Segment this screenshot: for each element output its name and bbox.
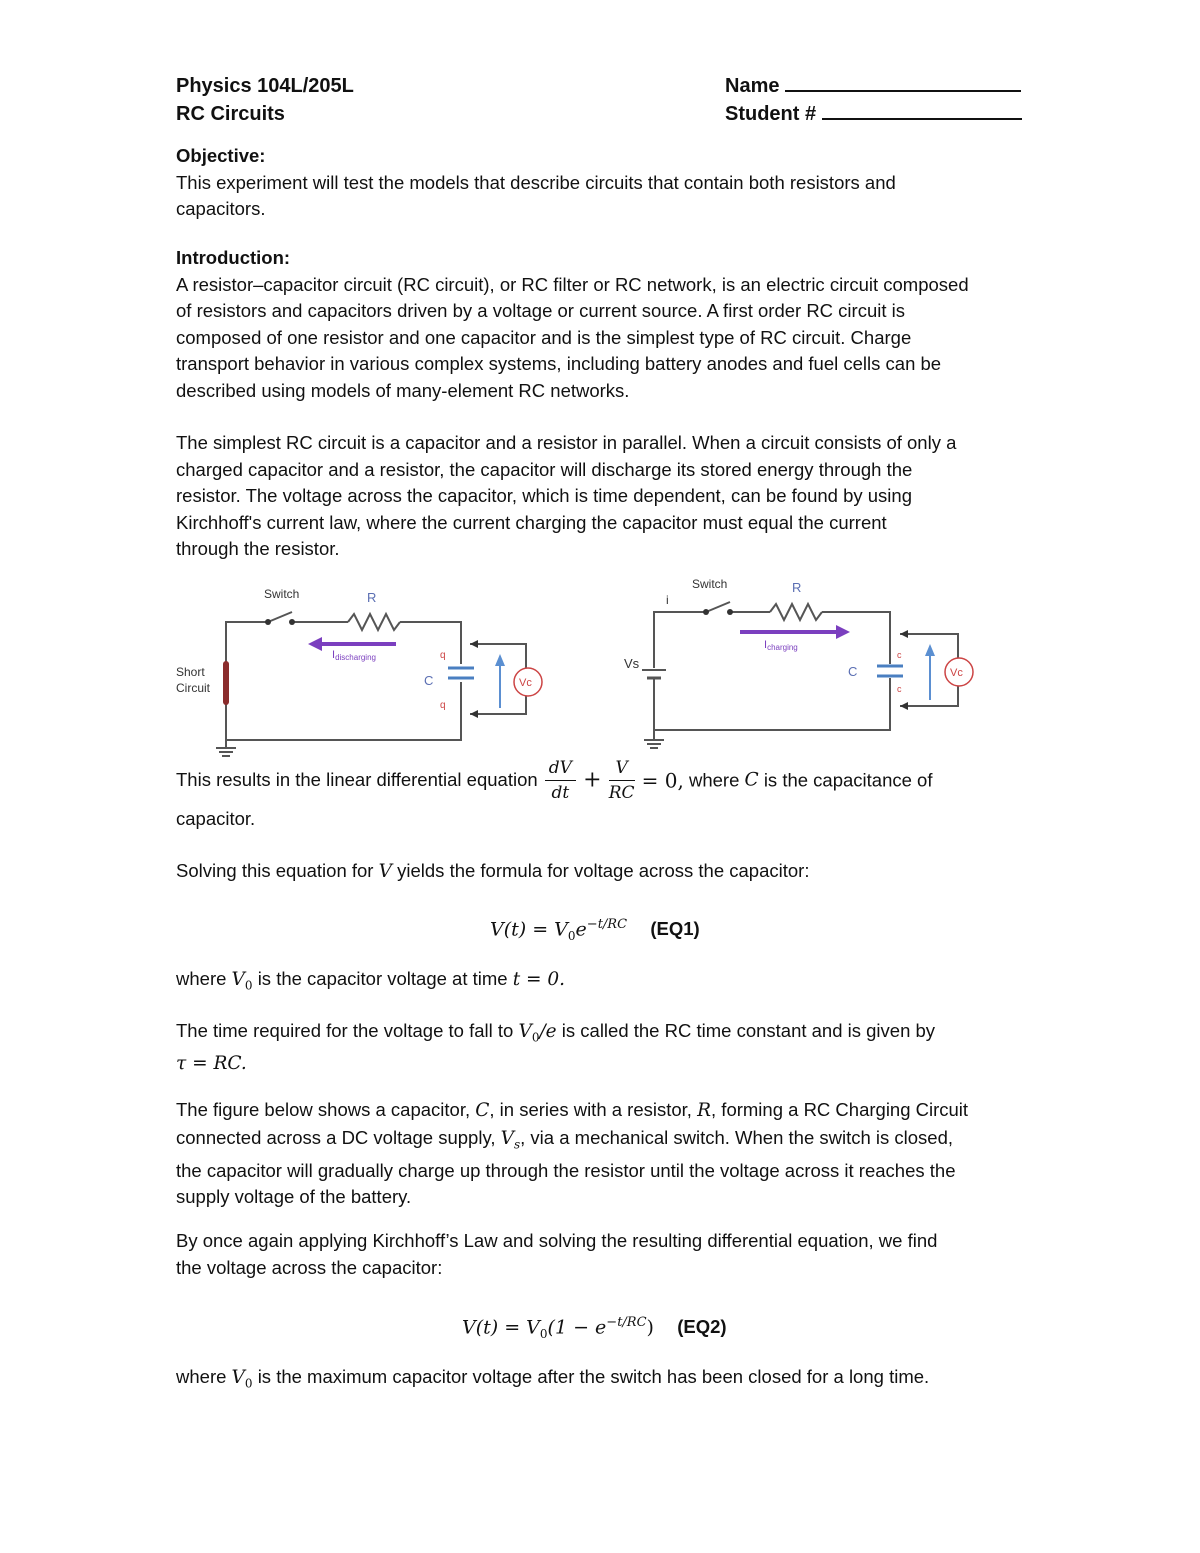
var-r: R: [697, 1100, 712, 1121]
var-v0-sub: 0: [244, 978, 253, 993]
meter-label: Vc: [519, 677, 532, 689]
diffeq-lead: This results in the linear differential equation: [176, 769, 538, 791]
var-vs: V: [500, 1127, 514, 1149]
equation-1: [490, 910, 700, 951]
tau-equation: τ = RC.: [176, 1053, 247, 1075]
tc-text-a: The time required for the voltage to fall to: [176, 1020, 514, 1041]
eq2-lhs: V(t) = V: [462, 1316, 540, 1339]
diffeq-line: [176, 756, 1056, 816]
eq2-exp: −t/RC: [606, 1315, 647, 1330]
circuit-label: Circuit: [176, 681, 211, 695]
kirchhoff-paragraph: [176, 1228, 1046, 1281]
introduction-section: [176, 245, 1036, 404]
intro-line: through the resistor.: [176, 538, 340, 559]
intro-line: composed of one resistor and one capacitor and is the simplest type of RC circuit. Charge: [176, 326, 912, 348]
time-constant-paragraph: [176, 1018, 1036, 1078]
where1-a: where: [176, 968, 227, 989]
wire: [654, 678, 890, 730]
fraction-dvdt: [545, 756, 576, 805]
capacitor-label: C: [848, 664, 858, 679]
arrow-head-icon: [470, 640, 478, 648]
figure-line: the capacitor will gradually charge up through the resistor until the voltage across it reaches the: [176, 1159, 956, 1181]
objective-line: capacitors.: [176, 198, 266, 219]
switch-label: Switch: [692, 577, 728, 591]
var-v0-sub: 0: [531, 1030, 540, 1045]
fig-text: The figure below shows a capacitor,: [176, 1099, 471, 1120]
i-label: i: [666, 593, 669, 607]
eq2-tag: (EQ2): [677, 1316, 727, 1338]
charge-top-label: q: [440, 650, 446, 661]
discharging-circuit-diagram: [170, 578, 550, 758]
fraction-denominator: RC: [608, 783, 635, 803]
wire: [400, 622, 461, 664]
kirchhoff-line: the voltage across the capacitor:: [176, 1256, 443, 1278]
where2-a: where: [176, 1366, 227, 1387]
wire: [822, 612, 890, 664]
fraction-numerator: V: [609, 756, 635, 781]
arrow-head-icon: [900, 702, 908, 710]
arrow-head-icon: [900, 630, 908, 638]
intro-line: charged capacitor and a resistor, the capacitor will discharge its stored energy through the: [176, 458, 913, 480]
name-label: Name: [725, 75, 780, 97]
eq1-lhs: V(t) = V: [490, 918, 568, 941]
var-v0: V: [231, 1367, 245, 1388]
resistor-zigzag: [348, 614, 400, 630]
course-title: Physics 104L/205L: [176, 75, 354, 97]
solve-line: [176, 858, 809, 886]
current-arrow-icon: [308, 637, 322, 651]
intro-line: The simplest RC circuit is a capacitor and a resistor in parallel. When a circuit consists of only a: [176, 432, 957, 453]
figure-line: supply voltage of the battery.: [176, 1186, 412, 1208]
wire: [470, 696, 526, 714]
var-c: C: [744, 769, 759, 791]
charge-bottom-label: q: [440, 700, 446, 711]
eq1-sub: 0: [567, 929, 576, 944]
resistor-zigzag: [770, 604, 822, 620]
student-label: Student #: [725, 103, 817, 125]
eq1-exp: −t/RC: [586, 917, 628, 932]
var-v0-sub: 0: [244, 1376, 253, 1391]
plus-sign: +: [583, 767, 602, 793]
student-field: [725, 100, 1022, 128]
where-vmax-line: [176, 1364, 1056, 1397]
over-e: /e: [539, 1021, 557, 1042]
objective-section: [176, 143, 1036, 223]
arrow-head-icon: [470, 710, 478, 718]
intro-line: described using models of many-element RC networks.: [176, 379, 630, 401]
var-vs-sub: s: [513, 1137, 521, 1152]
var-c: C: [475, 1100, 490, 1121]
resistor-label: R: [792, 580, 802, 595]
charging-circuit-diagram: [618, 574, 988, 754]
fig-text: , via a mechanical switch. When the switch is closed,: [520, 1126, 954, 1148]
current-label: Idischarging: [332, 649, 376, 662]
eq2-sub: 0: [539, 1327, 548, 1342]
fig-text: , forming a RC Charging Circuit: [711, 1099, 969, 1120]
switch-label: Switch: [264, 587, 300, 601]
objective-heading: Objective:: [176, 145, 266, 166]
diffeq-tail-b: is the capacitance of: [763, 769, 933, 791]
name-blank: [785, 72, 1021, 92]
intro-line: transport behavior in various complex systems, including battery anodes and fuel cells can be: [176, 353, 942, 374]
wire: [226, 622, 268, 748]
intro-line: A resistor–capacitor circuit (RC circuit), or RC filter or RC network, is an electric circuit composed: [176, 273, 969, 295]
wire: [470, 644, 526, 670]
objective-line: This experiment will test the models that describe circuits that contain both resistors and: [176, 171, 896, 193]
var-v0: V: [518, 1021, 532, 1042]
fig-text: , in series with a resistor,: [489, 1099, 692, 1120]
fraction-denominator: dt: [551, 783, 570, 803]
switch-blade: [268, 612, 292, 622]
diffeq-line-2: capacitor.: [176, 808, 256, 829]
kirchhoff-line: By once again applying Kirchhoff’s Law and solving the resulting differential equation, we find: [176, 1230, 938, 1251]
var-v: V: [378, 861, 392, 882]
parallel-paragraph: [176, 430, 1036, 563]
figure-description-paragraph: [176, 1097, 1046, 1211]
intro-line: Kirchhoff's current law, where the current charging the capacitor must equal the current: [176, 511, 887, 533]
short-label: Short: [176, 665, 205, 679]
figure-line: [176, 1125, 1046, 1158]
fraction-numerator: dV: [545, 756, 576, 781]
where1-b: is the capacitor voltage at time: [257, 968, 508, 989]
voltage-arrow-icon: [925, 644, 935, 656]
charge-bottom-label: c: [897, 684, 902, 694]
wire: [654, 612, 706, 668]
charge-top-label: c: [897, 650, 902, 660]
solve-text-b: yields the formula for voltage across the capacitor:: [397, 860, 810, 881]
resistor-label: R: [367, 590, 377, 605]
switch-blade: [706, 602, 730, 612]
equals-zero: = 0,: [641, 768, 684, 793]
wire: [226, 682, 461, 740]
eq2-open: (1 − e: [547, 1316, 607, 1339]
meter-label: Vc: [950, 667, 963, 679]
eq2-close: ): [646, 1316, 654, 1339]
eq1-tag: (EQ1): [650, 918, 700, 940]
fig-text: connected across a DC voltage supply,: [176, 1126, 496, 1148]
time-constant-line: [176, 1018, 1036, 1051]
intro-line: of resistors and capacitors driven by a voltage or current source. A first order RC circuit is: [176, 300, 905, 321]
source-label: Vs: [624, 656, 640, 671]
var-v0: V: [231, 969, 245, 990]
where2-b: is the maximum capacitor voltage after the switch has been closed for a long time.: [257, 1366, 930, 1387]
name-field: [725, 72, 1021, 100]
capacitor-label: C: [424, 673, 434, 688]
voltage-arrow-icon: [495, 654, 505, 666]
figure-line: [176, 1097, 1046, 1125]
equation-2: [462, 1308, 727, 1349]
where-v0-line: [176, 966, 565, 999]
intro-line: resistor. The voltage across the capacitor, which is time dependent, can be found by using: [176, 485, 912, 506]
lab-title: RC Circuits: [176, 103, 285, 125]
tc-text-b: is called the RC time constant and is given by: [561, 1020, 936, 1041]
eq1-e: e: [575, 918, 587, 941]
solve-text-a: Solving this equation for: [176, 860, 374, 881]
introduction-heading: Introduction:: [176, 247, 291, 268]
current-label: Icharging: [764, 639, 798, 652]
current-arrow-icon: [836, 625, 850, 639]
fraction-v-rc: [609, 756, 635, 805]
time-zero: t = 0.: [512, 969, 566, 990]
diffeq-tail-a: where: [688, 769, 740, 791]
student-blank: [822, 100, 1022, 120]
